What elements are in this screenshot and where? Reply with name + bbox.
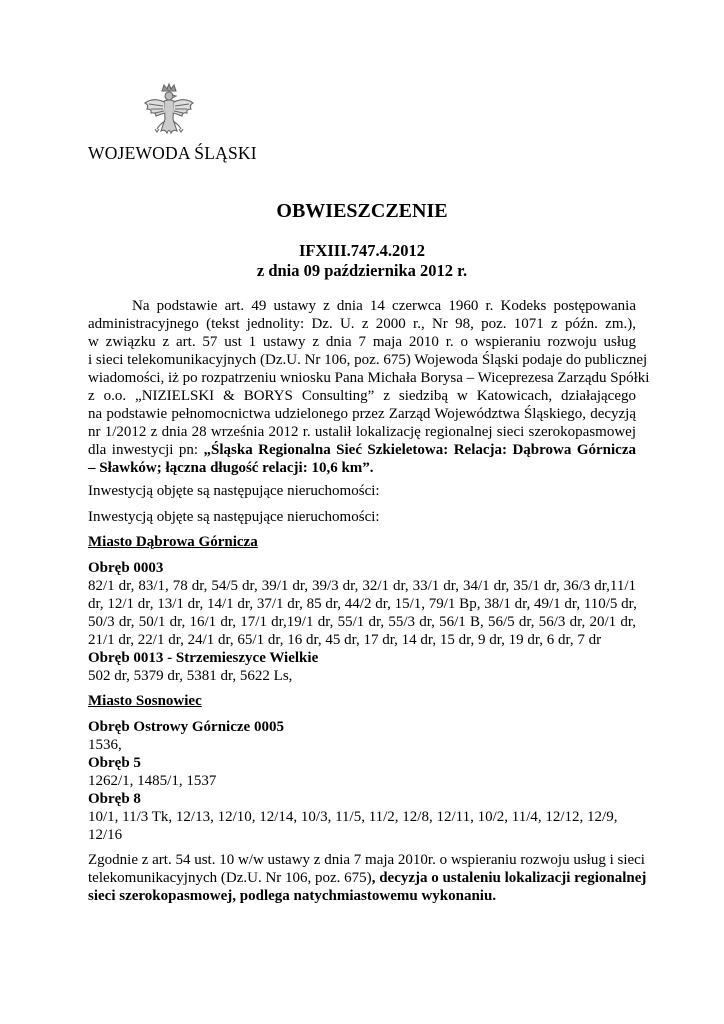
decision-statement-end: sieci szerokopasmowej, podlega natychmiastowemu wykonaniu. xyxy=(88,888,497,904)
case-signature: IFXIII.747.4.2012 xyxy=(298,241,426,260)
parcel-line: 10/1, 11/3 Tk, 12/13, 12/10, 12/14, 10/3, 11/5, 11/2, 12/8, 12/11, 10/2, 11/4, 12/12, 12/9, xyxy=(88,809,618,825)
parcel-line: 1536, xyxy=(88,737,122,753)
intro-paragraph xyxy=(88,297,650,477)
precinct-heading: Obręb 5 xyxy=(88,755,141,771)
parcel-line: dr, 12/1 dr, 13/1 dr, 14/1 dr, 37/1 dr, 85 dr, 44/2 dr, 15/1, 79/1 Bp, 38/1 dr, 49/1 dr, 110/5 dr, xyxy=(88,596,637,612)
document-date: z dnia 09 października 2012 r. xyxy=(256,261,468,280)
city-heading: Miasto Dąbrowa Górnicza xyxy=(88,534,258,550)
investment-name-end: – Sławków; łączna długość relacji: 10,6 km”. xyxy=(88,460,374,476)
parcel-line: 82/1 dr, 83/1, 78 dr, 54/5 dr, 39/1 dr, 39/3 dr, 32/1 dr, 33/1 dr, 34/1 dr, 35/1 dr, 36/3 dr,11/1 xyxy=(88,578,636,594)
city-section-dabrowa xyxy=(88,533,636,685)
investment-note: Inwestycją objęte są następujące nieruchomości: xyxy=(88,483,380,499)
parcel-line: 50/3 dr, 50/1 dr, 16/1 dr, 17/1 dr,19/1 dr, 55/1 dr, 55/3 dr, 56/1 B, 56/5 dr, 56/3 dr, 20/1 dr, xyxy=(88,614,636,630)
intro-plain-text: dla inwestycji pn: xyxy=(88,442,204,458)
intro-line: w związku z art. 57 ust 1 ustawy z dnia 7 maja 2010 r. o wspieraniu rozwoju usług xyxy=(88,334,636,350)
closing-paragraph xyxy=(88,851,647,905)
precinct-heading: Obręb Ostrowy Górnicze 0005 xyxy=(88,719,284,735)
intro-line: administracyjnego (tekst jednolity: Dz. U. z 2000 r., Nr 98, poz. 1071 z późn. zm.), xyxy=(88,316,636,332)
city-heading: Miasto Sosnowiec xyxy=(88,693,202,709)
intro-line: wiadomości, iż po rozpatrzeniu wniosku Pana Michała Borysa – Wiceprezesa Zarządu Spółki xyxy=(88,370,650,386)
polish-eagle-emblem-icon xyxy=(143,83,195,141)
precinct-heading: Obręb 0003 xyxy=(88,560,164,576)
precinct-heading: Obręb 0013 - Strzemieszyce Wielkie xyxy=(88,650,319,666)
intro-line: Na podstawie art. 49 ustawy z dnia 14 czerwca 1960 r. Kodeks postępowania xyxy=(132,298,636,314)
intro-line: z o.o. „NIZIELSKI & BORYS Consulting” z siedzibą w Katowicach, działającego xyxy=(88,388,636,404)
parcel-line: 502 dr, 5379 dr, 5381 dr, 5622 Ls, xyxy=(88,668,293,684)
precinct-heading: Obręb 8 xyxy=(88,791,141,807)
parcel-line: 21/1 dr, 22/1 dr, 24/1 dr, 65/1 dr, 16 dr, 45 dr, 17 dr, 14 dr, 15 dr, 9 dr, 19 dr, 6 dr, 7 dr xyxy=(88,632,602,648)
investment-name: „Śląska Regionalna Sieć Szkieletowa: Relacja: Dąbrowa Górnicza xyxy=(203,442,636,458)
issuing-authority: WOJEWODA ŚLĄSKI xyxy=(88,143,257,163)
decision-statement: , decyzja o ustaleniu lokalizacji regionalnej xyxy=(371,870,647,886)
document-title: OBWIESZCZENIE xyxy=(276,200,448,222)
intro-line: i sieci telekomunikacyjnych (Dz.U. Nr 106, poz. 675) Wojewoda Śląski podaje do publicznej xyxy=(88,352,648,368)
closing-line: Zgodnie z art. 54 ust. 10 w/w ustawy z dnia 7 maja 2010r. o wspieraniu rozwoju usług i sieci xyxy=(88,852,645,868)
intro-line: na podstawie pełnomocnictwa udzielonego przez Zarząd Województwa Śląskiego, decyzją xyxy=(88,406,636,422)
city-section-sosnowiec xyxy=(88,692,636,844)
investment-note: Inwestycją objęte są następujące nieruchomości: xyxy=(88,509,380,525)
intro-line-investment xyxy=(88,441,636,459)
parcel-line: 12/16 xyxy=(88,827,123,843)
intro-line: nr 1/2012 z dnia 28 września 2012 r. ustalił lokalizację regionalnej sieci szerokopasmowej xyxy=(88,424,636,440)
parcel-line: 1262/1, 1485/1, 1537 xyxy=(88,773,217,789)
closing-plain-text: telekomunikacyjnych (Dz.U. Nr 106, poz. 675) xyxy=(88,870,372,886)
closing-line xyxy=(88,869,647,887)
